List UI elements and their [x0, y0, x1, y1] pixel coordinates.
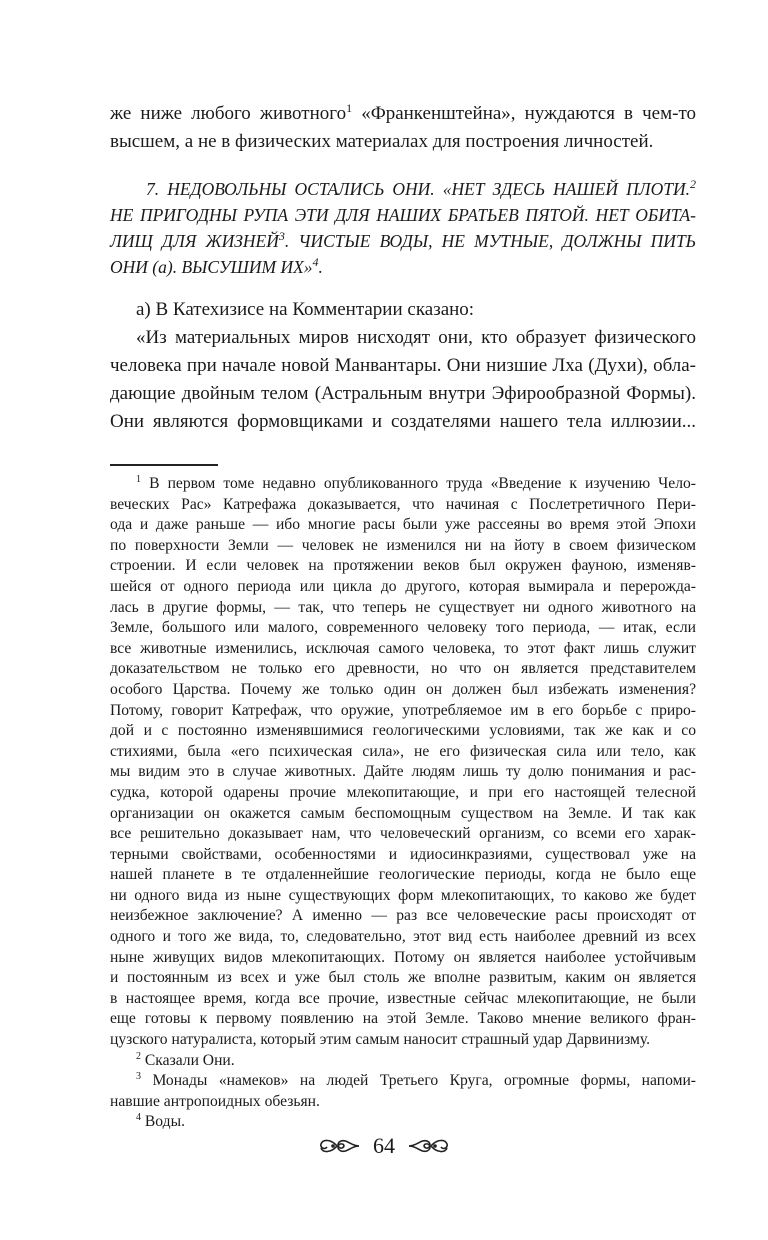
book-page [110, 100, 696, 1133]
footnote-line: $^2$ Сказали Они. [136, 1050, 235, 1069]
footnote-line: еще готовы к первому появлению на этой Земле. Таково мнение великого фран- [110, 1010, 696, 1028]
quote-line: «Из материальных миров нисходят они, кто образует физического [136, 327, 696, 348]
footnote-ref[interactable]: 3 [278, 229, 285, 243]
footnote-line: ныне живущих видов млекопитающих. Потому он является наиболее устойчивым [110, 948, 696, 966]
footnote-line: ни одного вида из ныне существующих форм млекопитающих, то каково же будет [110, 886, 696, 904]
text-line: же ниже любого животного$^1$ «Франкенштейна», нуждаются в чем-то [110, 101, 696, 124]
stanza-7 [110, 176, 696, 280]
footnote-line: и постоянным из всех и уже был столь же вполне развитым, каким он является [110, 969, 696, 987]
intro-paragraph [110, 100, 696, 156]
commentary-intro: а) В Катехизисе на Комментарии сказано: [136, 299, 475, 320]
footnote-line: навшие антропоидных обезьян. [110, 1092, 320, 1110]
footnote-marker: 4 [136, 1112, 141, 1124]
footnote-line: Земле, большого или малого, современного человеку того периода, — итак, если [110, 619, 696, 637]
footnote-line: особого Царства. Почему же только один он должен был избежать изменения? [110, 680, 696, 698]
footnote-ref[interactable]: 2 [690, 177, 696, 191]
footnote-line: шейся от одного периода или цикла до другого, которая вымирала и перерожда- [110, 577, 696, 595]
footnote-marker: 2 [136, 1050, 141, 1062]
footnote-line: ода и даже раньше — ибо многие расы были уже рассеяны во время этой Эпохи [110, 516, 696, 534]
footnote-line: стихиями, была «его психическая сила», не его физическая сила или тело, как [110, 742, 696, 760]
footnotes [110, 474, 696, 1133]
stanza-line: 7. НЕДОВОЛЬНЫ ОСТАЛИСЬ ОНИ. «НЕТ ЗДЕСЬ НАШЕЙ ПЛОТИ.$^2$ [146, 177, 696, 199]
left-ornament-icon [317, 1135, 361, 1157]
stanza-line: ОНИ (а). ВЫСУШИМ ИХ»$^4$. [110, 255, 323, 277]
footnote-line: судка, которой одарены прочие млекопитающие, и при его настоящей телесной [110, 783, 696, 801]
footnote-line: $^1$ В первом томе недавно опубликованного труда «Введение к изучению Чело- [136, 474, 696, 492]
footnote-line: одного и того же вида, то, следовательно, этот вид есть наиболее древний из всех [110, 928, 696, 946]
footnote-ref[interactable]: 4 [312, 255, 319, 269]
footnote-line: цузского натуралиста, который этим самым наносит страшный удар Дарвинизму. [110, 1031, 651, 1049]
footnote-line: веческих Рас» Катрефажа доказывается, что начиная с Послетретичного Пери- [110, 495, 696, 513]
quote-line: человека при начале новой Манвантары. Они низшие Лха (Духи), обла- [110, 355, 696, 376]
footnote-line: в настоящее время, когда все прочие, известные сейчас млекопитающие, не были [110, 989, 696, 1007]
stanza-line: НЕ ПРИГОДНЫ РУПА ЭТИ ДЛЯ НАШИХ БРАТЬЕВ ПЯТОЙ. НЕТ ОБИТА- [110, 205, 696, 225]
footnote-line: все решительно доказывает нам, что человеческий организм, со всеми его харак- [110, 825, 696, 843]
footnote-line: организации он окажется самым беспомощным существом на Земле. И так как [110, 804, 696, 822]
footnote-2 [110, 1051, 696, 1072]
footnote-line: неизбежное заключение? А именно — раз все человеческие расы происходят от [110, 907, 696, 925]
footnote-3 [110, 1071, 696, 1112]
footnote-line: $^4$ Воды. [136, 1112, 185, 1131]
right-ornament-icon [407, 1135, 451, 1157]
footnote-line: Потому, говорит Катрефаж, что оружие, употребляемое им в его борьбе с приро- [110, 701, 696, 719]
footnote-line: лась в другие формы, — так, что теперь не существует ни одного животного на [110, 598, 696, 616]
page-footer [0, 1128, 768, 1164]
page-number: 64 [373, 1133, 395, 1158]
footnote-ref[interactable]: 1 [346, 101, 353, 115]
footnote-line: терными свойствами, особенностями и идиосинкразиями, существовал уже на [110, 845, 696, 863]
footnote-line: все животные изменились, исключая самого человека, то этот факт лишь служит [110, 639, 696, 657]
footnote-line: $^3$ Монады «намеков» на людей Третьего Круга, огромные формы, напоми- [136, 1071, 696, 1090]
footnote-line: строении. И если человек на протяжении веков был окружен фауною, изменяв- [110, 557, 696, 575]
footnote-line: дой и с постоянно изменявшимися геологическими условиями, так же как и со [110, 722, 696, 740]
quote-line: дающие двойным телом (Астральным внутри Эфирообразной Формы). [110, 383, 696, 404]
footnote-marker: 1 [136, 474, 141, 485]
footnote-marker: 3 [136, 1071, 141, 1083]
quote-line: Они являются формовщиками и создателями нашего тела иллюзии... [110, 411, 696, 432]
stanza-line: ЛИЩ ДЛЯ ЖИЗНЕЙ$^3$. ЧИСТЫЕ ВОДЫ, НЕ МУТНЫЕ, ДОЛЖНЫ ПИТЬ [110, 229, 696, 251]
text-line: высшем, а не в физических материалах для построения личностей. [110, 131, 654, 152]
footnote-line: нашей планете в те отдаленнейшие геологические периоды, когда не было еще [110, 866, 696, 884]
footnote-line: мы видим это в случае животных. Дайте людям лишь ту долю понимания и рас- [110, 763, 696, 781]
footnote-divider [110, 464, 218, 466]
footnote-line: по поверхности Земли — человек не изменился ни на йоту в своем физическом [110, 536, 696, 554]
commentary-paragraph [110, 296, 696, 436]
footnote-line: доказательством не только его древности, но что он является представителем [110, 660, 696, 678]
footnote-1 [110, 474, 696, 1051]
